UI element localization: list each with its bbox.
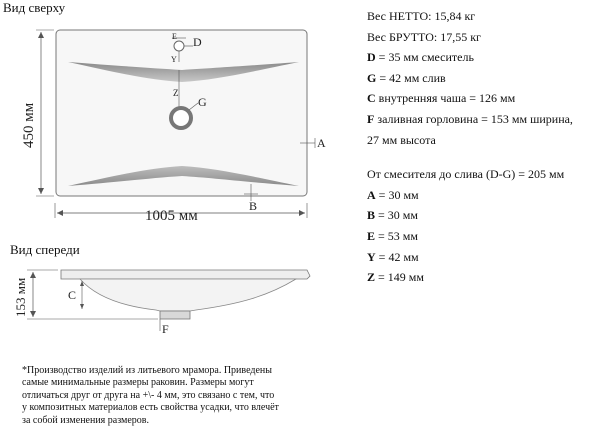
label-z: Z bbox=[173, 88, 179, 98]
footnote-line: отличаться друг от друга на +\- 4 мм, это связано с тем, что bbox=[22, 389, 275, 401]
faucet-hole bbox=[174, 41, 184, 51]
spec-f-continued: 27 мм высота bbox=[367, 132, 436, 147]
spec-f-key: F bbox=[367, 111, 375, 126]
label-b: B bbox=[249, 199, 258, 213]
footnote-line: самые минимальные размеры раковин. Размеры могут bbox=[22, 377, 254, 389]
spec-y-key: Y bbox=[367, 249, 376, 264]
front-bowl bbox=[80, 279, 296, 311]
spec-y bbox=[367, 247, 573, 268]
footnote bbox=[22, 365, 342, 427]
spec-d-key: D bbox=[367, 50, 376, 65]
label-g: G bbox=[198, 95, 207, 109]
spec-b-key: B bbox=[367, 208, 376, 223]
label-a: A bbox=[317, 136, 326, 150]
spec-e bbox=[367, 226, 573, 247]
spec-f-text: заливная горловина = 153 мм ширина, bbox=[374, 111, 573, 126]
label-c: C bbox=[68, 288, 77, 302]
top-view-title: Вид сверху bbox=[3, 0, 66, 15]
spec-faucet-to-drain: От смесителя до слива (D-G) = 205 мм bbox=[367, 167, 565, 182]
label-y: Y bbox=[171, 55, 177, 64]
footnote-line: за собой изменения размеров. bbox=[22, 414, 150, 426]
label-e: E bbox=[172, 32, 177, 41]
drain-neck bbox=[160, 311, 190, 319]
sink-drawing bbox=[0, 0, 360, 345]
drain-hole bbox=[171, 108, 191, 128]
top-view bbox=[21, 30, 326, 224]
front-view bbox=[13, 270, 310, 336]
label-f: F bbox=[162, 322, 169, 336]
spec-c-text: внутренняя чаша = 126 мм bbox=[375, 91, 516, 106]
spec-a-key: A bbox=[367, 187, 376, 202]
spec-c-key: C bbox=[367, 91, 376, 106]
spec-z bbox=[367, 267, 573, 288]
spec-a bbox=[367, 185, 573, 206]
spec-d-text: = 35 мм смеситель bbox=[375, 50, 474, 65]
spec-y-text: = 42 мм bbox=[375, 249, 419, 264]
spec-g-key: G bbox=[367, 70, 377, 85]
spec-b bbox=[367, 205, 573, 226]
spec-z-text: = 149 мм bbox=[375, 270, 424, 285]
spec-list bbox=[367, 6, 573, 288]
spec-weight-gross: Вес БРУТТО: 17,55 кг bbox=[367, 29, 481, 44]
spec-z-key: Z bbox=[367, 270, 376, 285]
spec-c bbox=[367, 88, 573, 109]
footnote-line: *Производство изделий из литьевого мрамора. Приведены bbox=[22, 365, 272, 376]
footnote-line: у композитных материалов есть свойства усадки, что влечёт bbox=[22, 402, 279, 414]
height-dimension-text: 153 мм bbox=[13, 277, 28, 317]
spec-b-text: = 30 мм bbox=[375, 208, 418, 223]
spec-d bbox=[367, 47, 573, 68]
spec-g bbox=[367, 68, 573, 89]
width-dimension-text: 1005 мм bbox=[145, 208, 198, 224]
spec-e-key: E bbox=[367, 228, 376, 243]
label-d: D bbox=[193, 35, 202, 49]
front-slab bbox=[61, 270, 310, 279]
depth-dimension-text: 450 мм bbox=[21, 102, 37, 148]
spec-g-text: = 42 мм слив bbox=[376, 70, 446, 85]
spec-f bbox=[367, 109, 573, 130]
spec-a-text: = 30 мм bbox=[375, 187, 419, 202]
front-view-title: Вид спереди bbox=[10, 242, 80, 257]
spec-e-text: = 53 мм bbox=[375, 228, 418, 243]
spec-weight-net: Вес НЕТТО: 15,84 кг bbox=[367, 9, 476, 23]
